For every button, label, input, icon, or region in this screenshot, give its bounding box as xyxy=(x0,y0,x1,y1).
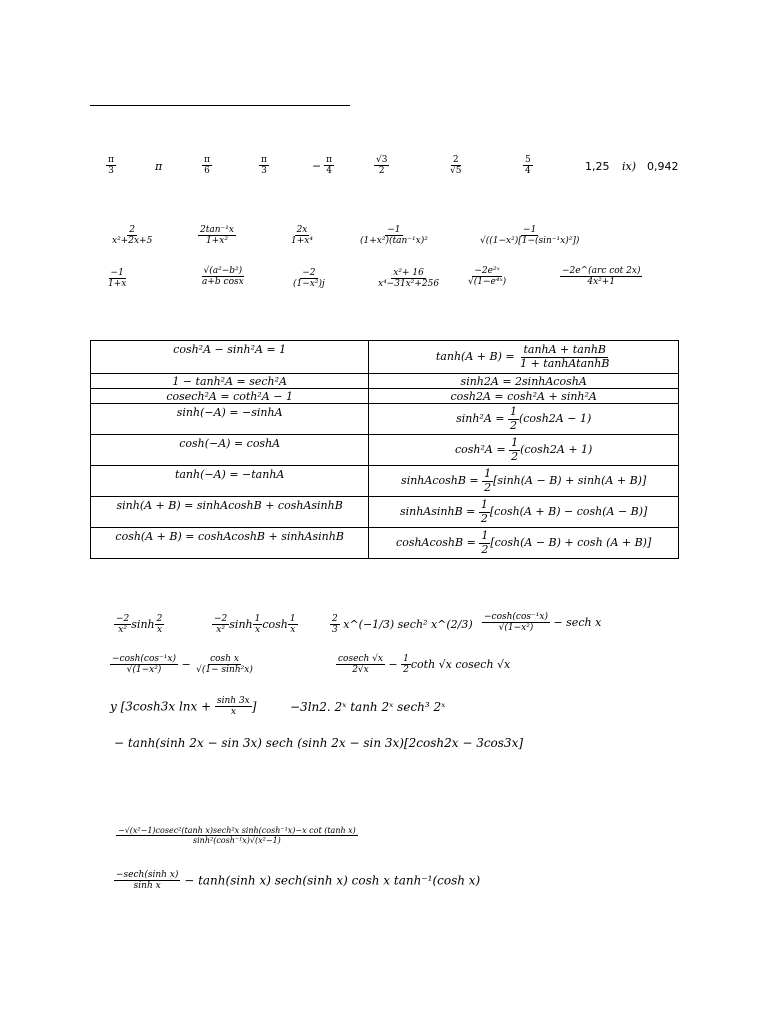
identity-right: coshAcoshB = $\frac{1}{2}$ [cosh(A − B) + cosh (A + B)] xyxy=(369,528,679,559)
hyperbolic-identities-table xyxy=(90,340,679,559)
table-row xyxy=(91,435,679,466)
identity-right: tanh(A + B) = $\frac{\tanh A + \tanh B}{\text{1 + tanhAtanhB}}$ xyxy=(369,341,679,374)
derivative-2: $\frac{\text{2tan⁻¹x}}{\text{1+x²}}$ xyxy=(200,225,234,247)
identity-left: sinh(−A) = −sinhA xyxy=(91,404,369,435)
identity-right: cosh2A = cosh²A + sinh²A xyxy=(369,389,679,404)
table-row xyxy=(91,374,679,389)
answer-b1: $\frac{\text{−cosh(cos⁻¹x)}}{\text{√(1−x²)}}$ − $\frac{\text{cosh x}}{\text{√(1− sinh²x)}}$ xyxy=(112,654,253,676)
answer-a4: $\frac{\text{−cosh(cos⁻¹x)}}{\text{√(1−x²)}}$ − sech x xyxy=(484,612,602,634)
answer-7: $\frac{2}{√5}$ xyxy=(450,155,462,177)
derivative-10: $\frac{\text{−2e²ˣ}}{\text{√(1−e⁴ˣ)}}$ xyxy=(468,266,507,288)
table-row xyxy=(91,341,679,374)
table-row xyxy=(91,497,679,528)
identity-right: sinhAsinhB = $\frac{1}{2}$ [cosh(A + B) − cosh(A − B)] xyxy=(369,497,679,528)
answer-8: $\frac{5}{4}$ xyxy=(525,155,531,177)
answer-e1: $\frac{\text{−√(x²−1)cosec²(tanh x)sech²x sinh(cosh⁻¹x)−x cot (tanh x)}}{\text{sinh²(cosh⁻¹x)√(x²−1)}}$ xyxy=(118,826,356,846)
answer-a2: $\frac{-2}{\text{x²}}$ sinh $\frac{1}{x}$ cosh $\frac{1}{x}$ xyxy=(214,614,296,636)
derivative-4: $\frac{-1}{\text{(1+x²)(tan⁻¹x)²}}$ xyxy=(360,225,428,247)
answer-11: 0,942 xyxy=(647,160,679,173)
answer-d1: − tanh(sinh 2x − sin 3x) sech (sinh 2x − sin 3x)[2cosh2x − 3cos3x] xyxy=(114,736,524,750)
answer-c1: y [3cosh3x lnx + $\frac{\sinh 3x}{x}$ ] xyxy=(110,696,257,718)
answer-5: − $\frac{\pi}{4}$ xyxy=(312,155,333,177)
identity-left: cosh(−A) = coshA xyxy=(91,435,369,466)
top-rule xyxy=(90,105,350,106)
derivative-7: $\frac{\text{√(a²−b²)}}{\text{a+b cosx}}$ xyxy=(202,266,244,288)
identity-left: tanh(−A) = −tanhA xyxy=(91,466,369,497)
answer-b2: $\frac{cosech √x}{2√x}$ − $\frac{1}{2}$ coth √x cosech √x xyxy=(338,654,511,676)
table-row xyxy=(91,528,679,559)
table-row xyxy=(91,404,679,435)
derivative-3: $\frac{2x}{\text{1+x⁴}}$ xyxy=(291,225,313,247)
answer-1: $\frac{\pi}{3}$ xyxy=(108,155,114,177)
identity-left: cosh²A − sinh²A = 1 xyxy=(91,341,369,374)
identity-right: sinhAcoshB = $\frac{1}{2}$ [sinh(A − B) + sinh(A + B)] xyxy=(369,466,679,497)
answer-4: $\frac{\pi}{3}$ xyxy=(261,155,267,177)
answer-a3: $\frac{2}{3}$ x^(−1/3) sech² x^(2/3) xyxy=(332,614,473,636)
derivative-6: $\frac{-1}{1+x}$ xyxy=(108,268,127,290)
derivative-5: $\frac{-1}{\text{√((1−x²)[1−(sin⁻¹x)²])}}$ xyxy=(480,225,580,247)
answer-f1: $\frac{\text{−sech(sinh x)}}{\text{sinh x}}$ − tanh(sinh x) sech(sinh x) cosh x tanh⁻¹(cosh x) xyxy=(116,870,481,892)
table-row xyxy=(91,389,679,404)
answer-2: π xyxy=(155,160,163,173)
table-row xyxy=(91,466,679,497)
derivative-9: $\frac{\text{x²+ 16}}{\text{x⁴−31x²+256}}$ xyxy=(378,268,440,290)
identity-left: 1 − tanh²A = sech²A xyxy=(91,374,369,389)
answer-10: ix) xyxy=(622,160,637,173)
answer-c2: −3ln2. 2ˣ tanh 2ˣ sech³ 2ˣ xyxy=(290,700,446,714)
derivative-8: $\frac{-2}{\text{(1−x²)j}}$ xyxy=(293,268,325,290)
identity-left: cosh(A + B) = coshAcoshB + sinhAsinhB xyxy=(91,528,369,559)
derivative-11: $\frac{\text{−2e\textasciicircum{}(arc cot 2x)}}{\text{4x²+1}}$ xyxy=(562,266,641,288)
identity-left: sinh(A + B) = sinhAcoshB + coshAsinhB xyxy=(91,497,369,528)
derivative-1: $\frac{2}{\text{x²+2x+5}}$ xyxy=(112,225,153,247)
answer-6: $\frac{√3}{2}$ xyxy=(376,155,388,177)
answer-3: $\frac{\pi}{6}$ xyxy=(204,155,210,177)
identity-right: cosh²A = $\frac{1}{2}$ (cosh2A + 1) xyxy=(369,435,679,466)
identity-right: sinh²A = $\frac{1}{2}$ (cosh2A − 1) xyxy=(369,404,679,435)
answer-a1: $\frac{-2}{\text{x²}}$ sinh $\frac{2}{x}$ xyxy=(116,614,163,636)
identity-left: cosech²A = coth²A − 1 xyxy=(91,389,369,404)
answer-9: 1,25 xyxy=(585,160,610,173)
identity-right: sinh2A = 2sinhAcoshA xyxy=(369,374,679,389)
